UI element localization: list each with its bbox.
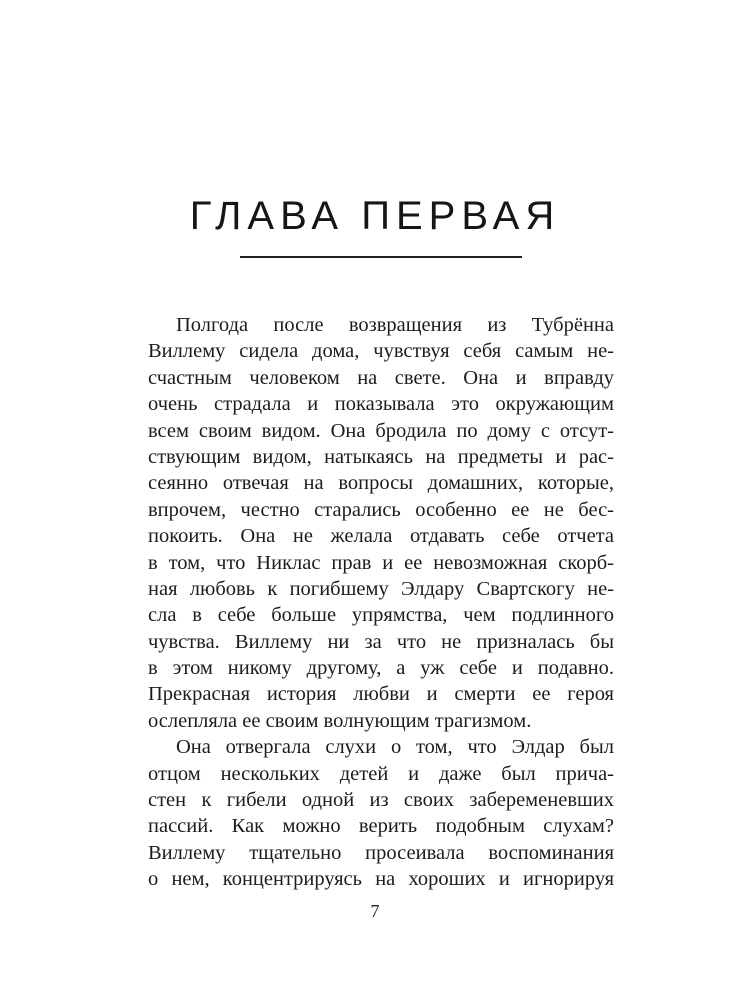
text-line: сеянно отвечая на вопросы домашних, которые,: [148, 472, 614, 495]
text-line: счастным человеком на свете. Она и вправду: [148, 366, 614, 389]
text-line: Прекрасная история любви и смерти ее героя: [148, 683, 614, 706]
text-line: пассий. Как можно верить подобным слухам?: [148, 815, 614, 838]
text-line: сла в себе больше упрямства, чем подлинного: [148, 604, 614, 627]
text-line: стен к гибели одной из своих забеременевших: [148, 789, 614, 812]
text-line: ная любовь к погибшему Элдару Свартскогу не-: [148, 577, 614, 600]
chapter-title: ГЛАВА ПЕРВАЯ: [189, 194, 561, 238]
text-line: отцом нескольких детей и даже был прича-: [148, 762, 614, 785]
text-line: покоить. Она не желала отдавать себе отчета: [148, 525, 614, 548]
text-line: в этом никому другому, а уж себе и подавно.: [148, 657, 614, 680]
page-number: 7: [370, 901, 380, 921]
text-line: Виллему тщательно просеивала воспоминания: [148, 841, 614, 864]
text-line: ствующим видом, натыкаясь на предметы и рас-: [148, 445, 614, 468]
text-line: всем своим видом. Она бродила по дому с отсут-: [148, 419, 614, 442]
text-line: Виллему сидела дома, чувствуя себя самым не-: [148, 340, 614, 363]
text-line: чувства. Виллему ни за что не призналась бы: [148, 630, 614, 653]
text-line: впрочем, честно старались особенно ее не бес-: [148, 498, 614, 521]
title-divider: [240, 256, 522, 258]
text-line: Полгода после возвращения из Тубрённа: [176, 314, 614, 336]
text-line: очень страдала и показывала это окружающим: [148, 393, 614, 416]
text-line: ослепляла ее своим волнующим трагизмом.: [148, 709, 532, 732]
text-line: о нем, концентрируясь на хороших и игнорируя: [148, 868, 614, 891]
chapter-body: [148, 312, 614, 893]
text-line: Она отвергала слухи о том, что Элдар был: [176, 736, 614, 759]
text-line: в том, что Никлас прав и ее невозможная скорб-: [148, 551, 614, 574]
